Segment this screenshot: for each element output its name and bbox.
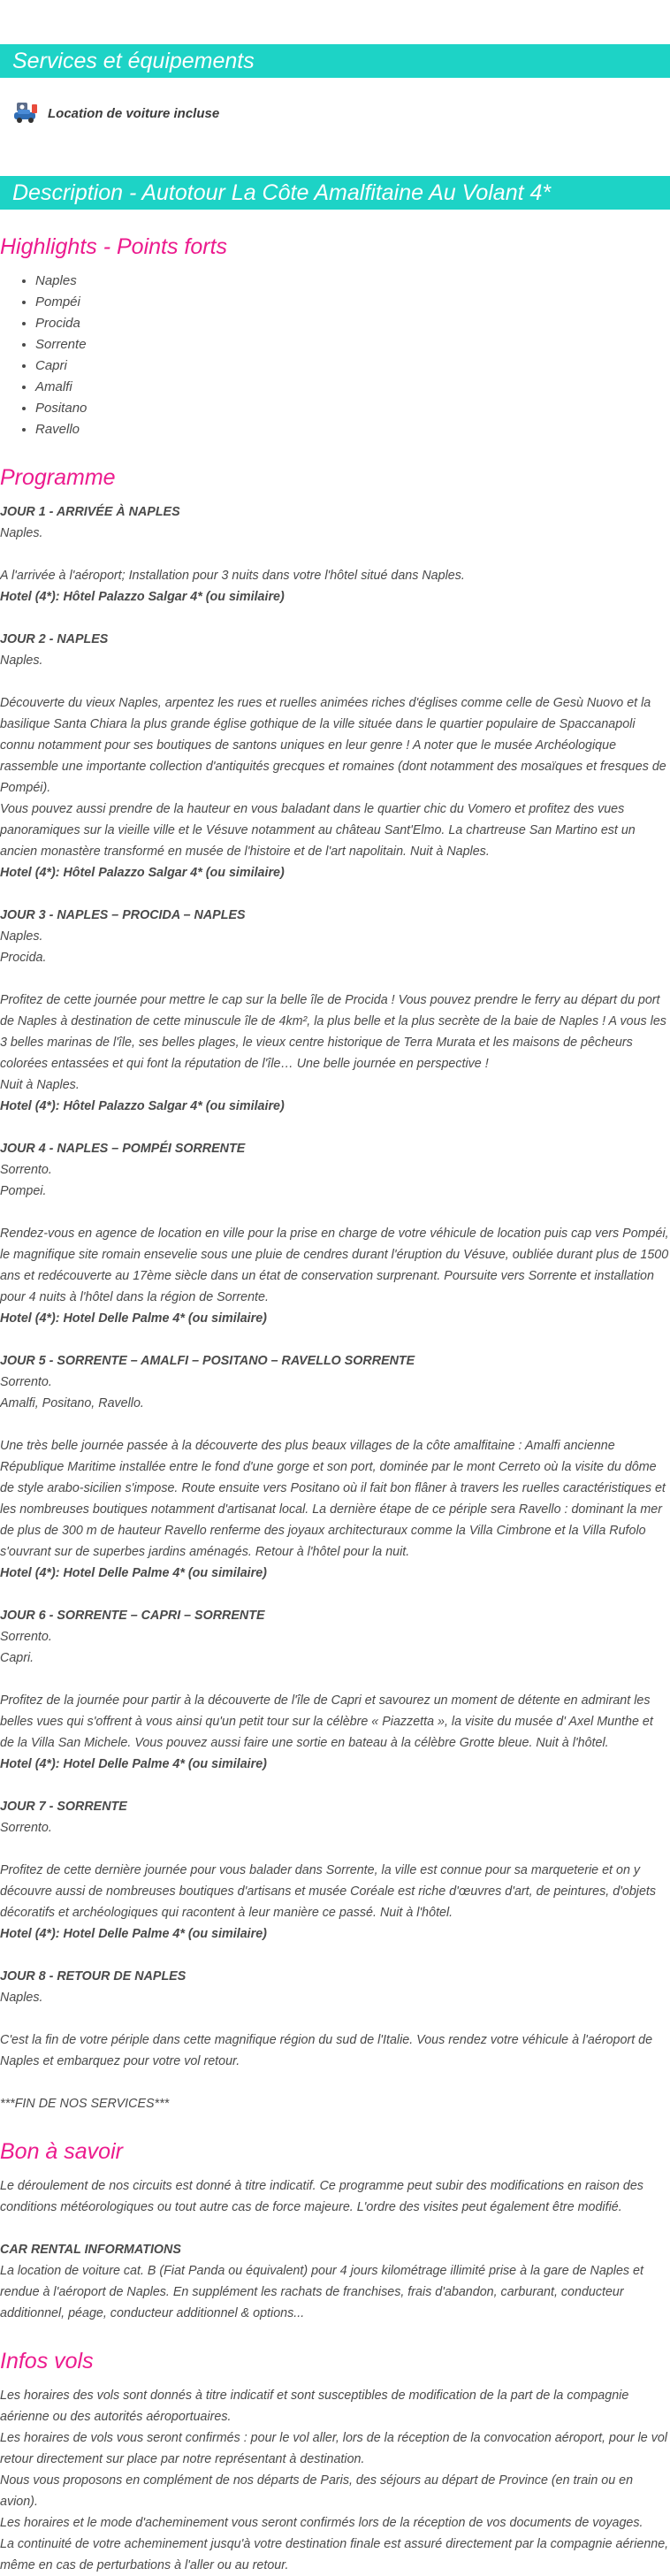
day-place: Sorrento. xyxy=(0,1630,52,1644)
day-hotel: Hotel (4*): Hôtel Palazzo Salgar 4* (ou similaire) xyxy=(0,590,285,604)
service-label: Location de voiture incluse xyxy=(48,105,220,121)
highlight-item: • Pompéi xyxy=(35,292,670,313)
day-title: JOUR 2 - NAPLES xyxy=(0,632,109,646)
day-title: JOUR 3 - NAPLES – PROCIDA – NAPLES xyxy=(0,908,246,922)
services-header: Services et équipements xyxy=(0,44,670,78)
highlight-item: • Capri xyxy=(35,355,670,377)
day-hotel: Hotel (4*): Hotel Delle Palme 4* (ou similaire) xyxy=(0,1566,267,1580)
day-text: Profitez de cette journée pour mettre le cap sur la belle île de Procida ! Vous pouvez prendre le ferry au départ du port de Naples à destination de cette minuscule île de 4km², la plus belle et la plus secrète de la baie de Naples ! A vous les 3 belles marinas de l'île, ses belles plages, le vieux centre historique de Terra Murata et les maisons de pêcheurs colorées entassées et qui font la réputation de l'île… Une belle journée en perspective ! xyxy=(0,993,666,1071)
car-rental-text: La location de voiture cat. B (Fiat Panda ou équivalent) pour 4 jours kilométrage illimité prise à la gare de Naples et rendue à l'aéroport de Naples. En supplément les rachats de franchises, frais d'abandon, carburant, conducteur additionnel, péage, conducteur additionnel & options... xyxy=(0,2264,643,2320)
bon-a-savoir-text: Le déroulement de nos circuits est donné à titre indicatif. Ce programme peut subir des modifications en raison des conditions météorologiques ou tout autre cas de force majeure. L'ordre des visites peut également être modifié. xyxy=(0,2179,643,2214)
day-hotel: Hotel (4*): Hotel Delle Palme 4* (ou similaire) xyxy=(0,1757,267,1771)
day-place: Naples. xyxy=(0,929,43,944)
day-7 xyxy=(0,1796,670,1945)
day-place: Pompei. xyxy=(0,1184,47,1198)
day-place: Amalfi, Positano, Ravello. xyxy=(0,1396,144,1410)
day-place: Sorrento. xyxy=(0,1163,52,1177)
day-title: JOUR 8 - RETOUR DE NAPLES xyxy=(0,1969,187,1984)
day-place: Sorrento. xyxy=(0,1375,52,1389)
car-rental-heading: CAR RENTAL INFORMATIONS xyxy=(0,2243,181,2257)
day-text: Profitez de cette dernière journée pour vous balader dans Sorrente, la ville est connue pour sa marqueterie et on y découvre aussi de nombreuses boutiques d'artisans et musée Coréale est riche d'œuvres d'art, de peintures, d'objets décoratifs et archéologiques qui racontent à leur manière ce passé. Nuit à l'hôtel. xyxy=(0,1863,657,1920)
infos-vols-line: La continuité de votre acheminement jusqu'à votre destination finale est assuré directement par la compagnie aérienne, même en cas de perturbations à l'aller ou au retour. xyxy=(0,2537,669,2572)
day-text: Vous pouvez aussi prendre de la hauteur en vous baladant dans le quartier chic du Vomero et profitez des vues panoramiques sur la vieille ville et le Vésuve notamment au château Sant'Elmo. La chartreuse San Martino est un ancien monastère transformé en musée de l'histoire et de l'art napolitain. Nuit à Naples. xyxy=(0,802,636,859)
end-of-services-note: ***FIN DE NOS SERVICES*** xyxy=(0,2097,170,2111)
day-text: Nuit à Naples. xyxy=(0,1078,80,1092)
day-text: A l'arrivée à l'aéroport; Installation pour 3 nuits dans votre l'hôtel situé dans Naples. xyxy=(0,569,465,583)
day-place: Capri. xyxy=(0,1651,34,1665)
infos-vols-line: Les horaires de vols vous seront confirmés : pour le vol aller, lors de la réception de la convocation aéroport, pour le vol retour directement sur place par notre représentant à destination. xyxy=(0,2431,667,2466)
day-8 xyxy=(0,1966,670,2072)
day-2 xyxy=(0,629,670,883)
highlight-item: • Positano xyxy=(35,398,670,419)
day-text: C'est la fin de votre périple dans cette magnifique région du sud de l'Italie. Vous rendez votre véhicule à l'aéroport de Naples et embarquez pour votre vol retour. xyxy=(0,2033,653,2068)
day-title: JOUR 5 - SORRENTE – AMALFI – POSITANO – RAVELLO SORRENTE xyxy=(0,1354,415,1368)
infos-vols-line: Les horaires et le mode d'acheminement vous seront confirmés lors de la réception de vos documents de voyages. xyxy=(0,2516,643,2530)
day-hotel: Hotel (4*): Hôtel Palazzo Salgar 4* (ou similaire) xyxy=(0,1099,285,1113)
day-hotel: Hotel (4*): Hotel Delle Palme 4* (ou similaire) xyxy=(0,1927,267,1941)
highlight-item: • Naples xyxy=(35,271,670,292)
highlight-item: • Ravello xyxy=(35,419,670,440)
day-text: Rendez-vous en agence de location en ville pour la prise en charge de votre véhicule de location puis cap vers Pompéi, le magnifique site romain ensevelie sous une pluie de cendres durant l'éruption du Vésuve, oubliée durant plus de 1500 ans et redécouverte au 17ème siècle dans un état de conservation surprenant. Poursuite vers Sorrente et installation pour 4 nuits à l'hôtel dans la région de Sorrente. xyxy=(0,1227,669,1304)
day-text: Une très belle journée passée à la découverte des plus beaux villages de la côte amalfitaine : Amalfi ancienne République Maritime installée entre le fond d'une gorge et son port, dominée par le mont Cerreto où la visite du dôme de style arabo-sicilien s'impose. Route ensuite vers Positano où il fait bon flâner à travers les ruelles caractéristiques et les nombreuses boutiques notamment d'artisanat local. La dernière étape de ce périple sera Ravello : dominant la mer de plus de 300 m de hauteur Ravello renferme des joyaux architecturaux comme la Villa Cimbrone et la Villa Rufolo s'ouvrant sur de superbes jardins aménagés. Retour à l'hôtel pour la nuit. xyxy=(0,1439,666,1559)
highlights-list xyxy=(0,271,670,440)
day-1 xyxy=(0,501,670,608)
day-place: Sorrento. xyxy=(0,1821,52,1835)
description-header: Description - Autotour La Côte Amalfitaine Au Volant 4* xyxy=(0,176,670,210)
infos-vols-title: Infos vols xyxy=(0,2349,94,2373)
day-5 xyxy=(0,1350,670,1584)
day-6 xyxy=(0,1605,670,1775)
car-key-icon xyxy=(12,100,39,126)
day-hotel: Hotel (4*): Hotel Delle Palme 4* (ou similaire) xyxy=(0,1311,267,1326)
programme-title: Programme xyxy=(0,465,116,490)
highlight-item: • Amalfi xyxy=(35,377,670,398)
day-title: JOUR 6 - SORRENTE – CAPRI – SORRENTE xyxy=(0,1609,265,1623)
day-4 xyxy=(0,1138,670,1329)
day-place: Procida. xyxy=(0,951,47,965)
highlight-item: • Sorrente xyxy=(35,334,670,355)
day-3 xyxy=(0,905,670,1117)
bon-a-savoir-title: Bon à savoir xyxy=(0,2139,123,2164)
day-title: JOUR 7 - SORRENTE xyxy=(0,1800,127,1814)
infos-vols-line: Nous vous proposons en complément de nos départs de Paris, des séjours au départ de Province (en train ou en avion). xyxy=(0,2473,634,2509)
service-item-car-rental xyxy=(0,94,670,133)
day-place: Naples. xyxy=(0,526,43,540)
day-text: Profitez de la journée pour partir à la découverte de l'île de Capri et savourez un moment de détente en admirant les belles vues qui s'offrent à vous ainsi qu'un petit tour sur la célèbre « Piazzetta », la visite du musée d' Axel Munthe et de la Villa San Michele. Vous pouvez aussi faire une sortie en bateau à la célèbre Grotte bleue. Nuit à l'hôtel. xyxy=(0,1693,653,1750)
highlight-item: • Procida xyxy=(35,313,670,334)
day-hotel: Hotel (4*): Hôtel Palazzo Salgar 4* (ou similaire) xyxy=(0,866,285,880)
day-place: Naples. xyxy=(0,1991,43,2005)
highlights-title: Highlights - Points forts xyxy=(0,234,228,259)
day-text: Découverte du vieux Naples, arpentez les rues et ruelles animées riches d'églises comme celle de Gesù Nuovo et la basilique Santa Chiara la plus grande église gothique de la ville située dans le quartier populaire de Spaccanapoli connu notamment pour ses boutiques de santons uniques en leur genre ! A noter que le musée Archéologique rassemble une importante collection d'antiquités grecques et romaines (dont notamment des mosaïques et fresques de Pompéi). xyxy=(0,696,666,795)
infos-vols-line: Les horaires des vols sont donnés à titre indicatif et sont susceptibles de modification de la part de la compagnie aérienne ou des autorités aéroportuaires. xyxy=(0,2389,629,2424)
day-place: Naples. xyxy=(0,654,43,668)
day-title: JOUR 4 - NAPLES – POMPÉI SORRENTE xyxy=(0,1142,246,1156)
day-title: JOUR 1 - ARRIVÉE À NAPLES xyxy=(0,505,180,519)
